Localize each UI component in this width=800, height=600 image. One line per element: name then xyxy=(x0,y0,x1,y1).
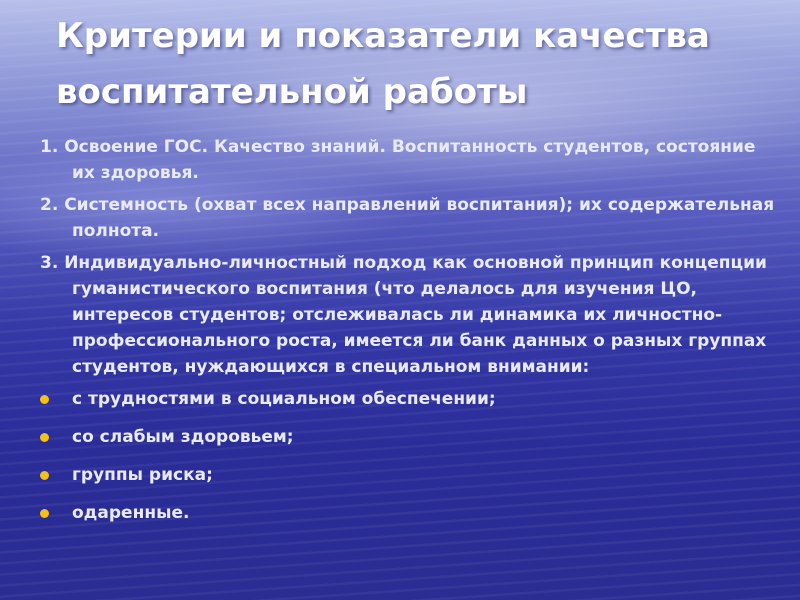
slide-title: Критерии и показатели качества воспитательной работы xyxy=(56,16,710,112)
bullet-dot-icon xyxy=(40,509,49,518)
bullet-dot-icon xyxy=(40,395,49,404)
bullet-item xyxy=(40,500,780,526)
bullet-text: со слабым здоровьем; xyxy=(72,427,294,447)
numbered-item-text: 1. Освоение ГОС. Качество знаний. Воспитанность студентов, состояние их здоровья. xyxy=(40,137,756,183)
numbered-item-3 xyxy=(40,250,780,380)
numbered-item-text: 3. Индивидуально-личностный подход как основной принцип концепции гуманистического воспитания (что делалось для изучения ЦО, интересов студентов; отслеживалась ли динамика их личностно-профессионального роста, имеется ли банк данных о разных группах студентов, нуждающихся в специальном внимании: xyxy=(40,253,767,377)
bullet-text: с трудностями в социальном обеспечении; xyxy=(72,389,496,409)
numbered-item-text: 2. Системность (охват всех направлений воспитания); их содержательная полнота. xyxy=(40,195,775,241)
numbered-item-2 xyxy=(40,192,780,244)
numbered-item-1 xyxy=(40,134,780,186)
bullet-item xyxy=(40,462,780,488)
bullet-item xyxy=(40,386,780,412)
bullet-text: одаренные. xyxy=(72,503,190,523)
bullet-dot-icon xyxy=(40,433,49,442)
slide-content xyxy=(40,134,780,538)
bullet-text: группы риска; xyxy=(72,465,213,485)
bullet-dot-icon xyxy=(40,471,49,480)
bullet-list xyxy=(40,386,780,526)
bullet-item xyxy=(40,424,780,450)
